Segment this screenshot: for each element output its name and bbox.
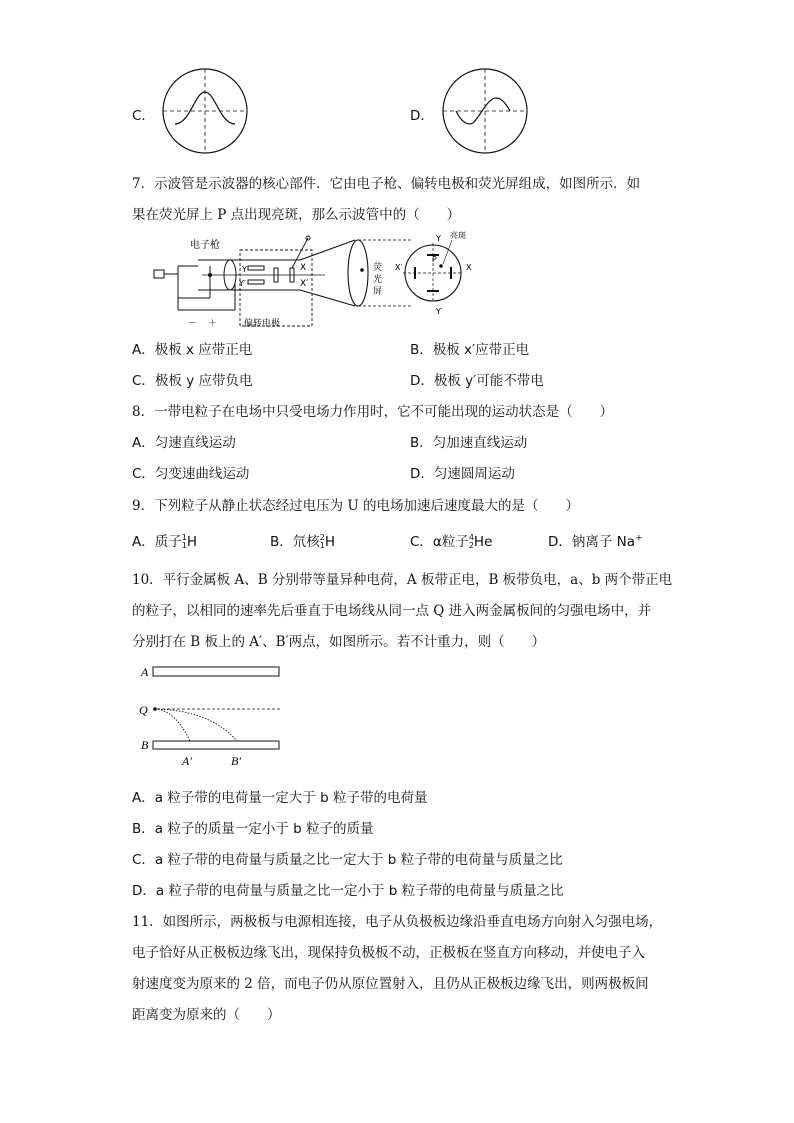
q9-option-a[interactable]	[132, 530, 197, 550]
q9-option-d-charge: +	[635, 533, 643, 544]
q7-option-c[interactable]: C．极板 y 应带负电	[132, 373, 253, 389]
plate-a	[153, 667, 279, 676]
q9-option-c-nuclide-index: 4 2	[468, 533, 474, 550]
parallel-plates-figure	[135, 660, 295, 770]
q9-option-d-text: D．钠离子 Na	[548, 534, 636, 550]
q7-stem-line2: 果在荧光屏上 P 点出现亮斑，那么示波管中的（ ）	[132, 207, 461, 223]
screen-face	[348, 240, 368, 306]
q9-option-b-text: B．氘核	[270, 534, 320, 550]
q9-option-a-nuclide-index: 1 1	[181, 533, 187, 550]
trajectory-b	[155, 709, 237, 741]
q11-stem-line4: 距离变为原来的（ ）	[132, 1007, 281, 1023]
funnel-top	[300, 240, 355, 260]
label-x-screen: X	[466, 263, 472, 272]
q7-option-a[interactable]: A．极板 x 应带正电	[132, 342, 253, 358]
label-y-screen: Y	[436, 234, 441, 243]
q10-stem-line3: 分别打在 B 板上的 A′、B′两点，如图所示。若不计重力，则（ ）	[132, 634, 546, 650]
filament	[154, 270, 164, 278]
waveform-d-figure	[440, 66, 530, 156]
q9-option-c-text: C．α粒子	[410, 534, 469, 550]
q10-stem-line1: 10．平行金属板 A、B 分别带等量异种电荷，A 板带正电，B 板带负电，a、b 两个带正电	[132, 572, 673, 588]
label-plate-a: A	[141, 665, 149, 679]
q9-option-b-symbol: H	[324, 534, 336, 550]
q10-option-d[interactable]: D．a 粒子带的电荷量与质量之比一定小于 b 粒子带的电荷量与质量之比	[132, 883, 564, 899]
pointer-line	[443, 240, 452, 264]
q10-option-b[interactable]: B．a 粒子的质量一定小于 b 粒子的质量	[132, 821, 374, 837]
q10-stem-line2: 的粒子，以相同的速率先后垂直于电场线从同一点 Q 进入两金属板间的匀强电场中，并	[132, 603, 652, 619]
q9-option-c[interactable]	[410, 530, 492, 550]
funnel-bottom	[300, 290, 355, 306]
option-d-label: D．	[410, 108, 434, 124]
waveform-c-figure	[160, 66, 250, 156]
q8-option-c[interactable]: C．匀变速曲线运动	[132, 466, 250, 482]
label-plus: ＋	[208, 319, 218, 329]
label-y-prime-plate: Y′	[239, 279, 246, 288]
label-y-prime-screen: Y′	[436, 307, 443, 316]
q10-option-c[interactable]: C．a 粒子带的电荷量与质量之比一定大于 b 粒子带的电荷量与质量之比	[132, 852, 563, 868]
label-bright-spot: 亮斑	[450, 231, 466, 240]
q7-option-b[interactable]: B．极板 x′应带正电	[410, 342, 530, 358]
q8-option-a[interactable]: A．匀速直线运动	[132, 435, 236, 451]
q9-option-a-symbol: H	[186, 534, 197, 550]
q11-stem-line2: 电子恰好从正极板边缘飞出，现保持负极板不动，正极板在竖直方向移动，并使电子入	[132, 945, 645, 961]
cathode	[208, 273, 212, 277]
label-x-prime-screen: X′	[395, 263, 403, 272]
q7-stem-line1: 7．示波管是示波器的核心部件．它由电子枪、偏转电极和荧光屏组成，如图所示．如	[132, 176, 641, 192]
label-point-q: Q	[139, 703, 148, 717]
q7-option-d[interactable]: D．极板 y′可能不带电	[410, 373, 544, 389]
q9-option-b-nuclide-index: 2 1	[319, 533, 325, 550]
label-y-plate: Y	[242, 265, 247, 274]
label-x-plate: X	[300, 263, 307, 273]
q9-option-c-symbol: He	[473, 534, 493, 550]
q11-stem-line3: 射速度变为原来的 2 倍，而电子仍从原位置射入，且仍从正极板边缘飞出，则两极板间	[132, 976, 649, 992]
label-p: P	[432, 255, 437, 264]
q11-stem-line1: 11．如图所示，两极板与电源相连接，电子从负极板边缘沿垂直电场方向射入匀强电场，	[132, 914, 663, 930]
label-screen-3: 屏	[373, 287, 383, 297]
label-plate-b: B	[141, 738, 149, 752]
q9-option-d[interactable]	[548, 530, 643, 550]
trajectory-a	[155, 709, 190, 741]
label-point-b-prime: B′	[231, 754, 241, 768]
q10-option-a[interactable]: A．a 粒子带的电荷量一定大于 b 粒子带的电荷量	[132, 790, 428, 806]
q9-option-a-text: A．质子	[132, 534, 182, 550]
oscilloscope-tube-figure	[150, 228, 475, 332]
label-screen-1: 荧	[373, 263, 383, 273]
plate-y-prime	[248, 280, 264, 284]
bright-spot	[360, 268, 364, 272]
option-c-label: C．	[132, 108, 155, 124]
q8-stem: 8．一带电粒子在电场中只受电场力作用时，它不可能出现的运动状态是（ ）	[132, 404, 614, 420]
label-screen-2: 光	[373, 275, 383, 285]
label-deflection-electrodes: 偏转电极	[244, 319, 281, 329]
label-minus: －	[188, 319, 198, 329]
label-electron-gun: 电子枪	[190, 240, 220, 251]
plate-b	[153, 741, 279, 749]
q9-stem: 9．下列粒子从静止状态经过电压为 U 的电场加速后速度最大的是（ ）	[132, 498, 580, 514]
q8-option-b[interactable]: B．匀加速直线运动	[410, 435, 528, 451]
plate-y	[248, 266, 264, 270]
spot-p	[439, 264, 443, 268]
q8-option-d[interactable]: D．匀速圆周运动	[410, 466, 515, 482]
label-x-prime-plate: X′	[300, 279, 309, 289]
q9-option-b[interactable]	[270, 530, 335, 550]
label-point-a-prime: A′	[182, 754, 192, 768]
